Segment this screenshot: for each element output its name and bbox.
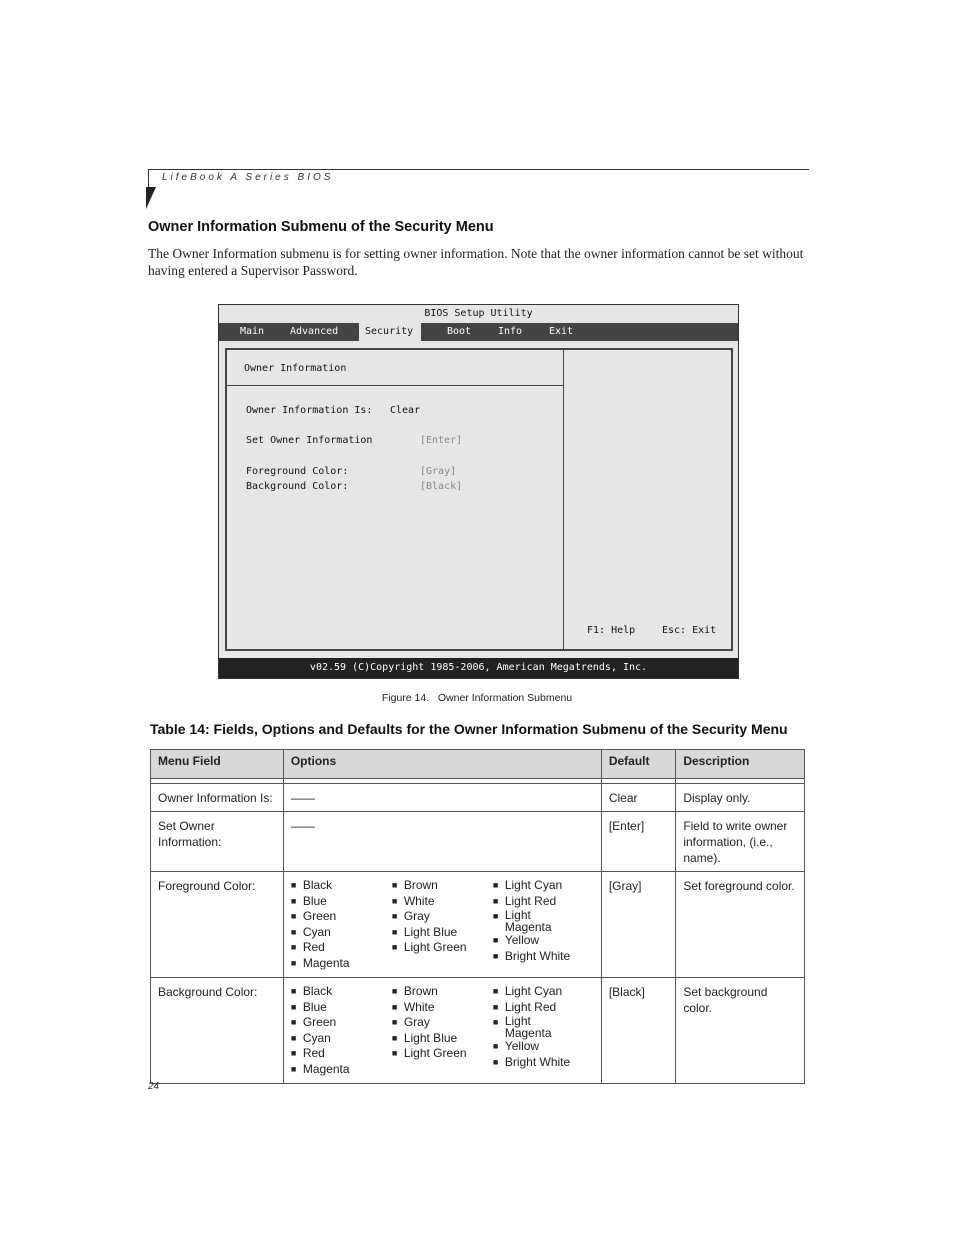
section-title: Owner Information Submenu of the Security Menu bbox=[148, 219, 494, 235]
bios-tab-advanced[interactable]: Advanced bbox=[290, 326, 339, 337]
bullet-icon: ■ bbox=[391, 895, 398, 906]
list-item: ■ Light Magenta bbox=[492, 1014, 552, 1040]
cell-options bbox=[283, 872, 601, 978]
cell-field: Owner Information Is: bbox=[151, 784, 284, 812]
cell-field: Set Owner Information: bbox=[151, 812, 284, 872]
bullet-icon: ■ bbox=[492, 950, 499, 961]
cell-field: Foreground Color: bbox=[151, 872, 284, 978]
options-column bbox=[291, 878, 392, 971]
cell-options bbox=[283, 978, 601, 1084]
list-item: ■ Light Blue bbox=[391, 1030, 458, 1045]
bullet-icon: ■ bbox=[290, 1063, 297, 1074]
bios-title-divider bbox=[227, 385, 563, 386]
list-item: ■ Blue bbox=[290, 999, 327, 1014]
color-options-list bbox=[291, 878, 594, 971]
list-item: ■ Brown bbox=[391, 984, 438, 998]
bullet-icon: ■ bbox=[290, 986, 297, 996]
table-header-row bbox=[151, 750, 805, 779]
list-item: ■ Yellow bbox=[492, 933, 540, 947]
bullet-icon: ■ bbox=[391, 1017, 398, 1027]
bullet-icon: ■ bbox=[290, 1032, 297, 1043]
bullet-icon: ■ bbox=[290, 1048, 297, 1058]
bullet-icon: ■ bbox=[492, 911, 499, 921]
cell-default: [Black] bbox=[601, 978, 675, 1084]
bullet-icon: ■ bbox=[290, 895, 297, 906]
list-item: ■ Red bbox=[290, 1046, 325, 1060]
bullet-icon: ■ bbox=[290, 1017, 297, 1027]
list-item: ■ Yellow bbox=[492, 1039, 540, 1053]
header-menu-field: Menu Field bbox=[151, 750, 284, 779]
options-column bbox=[493, 984, 594, 1077]
bios-owner-info-value: Clear bbox=[390, 405, 421, 416]
table-title: Table 14: Fields, Options and Defaults for the Owner Information Submenu of the Security Menu bbox=[150, 721, 788, 737]
bullet-icon: ■ bbox=[290, 957, 297, 968]
bullet-icon: ■ bbox=[290, 880, 297, 890]
list-item: ■ Magenta bbox=[290, 955, 350, 970]
options-column bbox=[291, 984, 392, 1077]
bullet-icon: ■ bbox=[492, 986, 499, 996]
bios-bg-color-label[interactable]: Background Color: bbox=[246, 481, 349, 492]
bullet-icon: ■ bbox=[290, 942, 297, 952]
color-options-list bbox=[291, 984, 594, 1077]
bios-title: BIOS Setup Utility bbox=[219, 305, 738, 323]
header-rule bbox=[148, 169, 809, 170]
list-item: ■ Blue bbox=[290, 893, 327, 908]
bios-tab-info[interactable]: Info bbox=[498, 326, 523, 337]
bullet-icon: ■ bbox=[391, 986, 398, 996]
bullet-icon: ■ bbox=[391, 911, 398, 921]
bios-tab-main[interactable]: Main bbox=[240, 326, 265, 337]
cell-options: —— bbox=[283, 812, 601, 872]
bullet-icon: ■ bbox=[492, 1001, 499, 1012]
bios-tab-boot[interactable]: Boot bbox=[447, 326, 472, 337]
bios-fg-color-label[interactable]: Foreground Color: bbox=[246, 466, 349, 477]
bullet-icon: ■ bbox=[492, 1041, 499, 1051]
header-description: Description bbox=[676, 750, 805, 779]
figure-caption: Figure 14. Owner Information Submenu bbox=[381, 692, 573, 704]
bios-panel-frame bbox=[225, 348, 733, 651]
header-vertical-rule bbox=[148, 169, 149, 189]
options-column bbox=[493, 878, 594, 971]
list-item: ■ Gray bbox=[391, 1015, 430, 1029]
bios-owner-info-label: Owner Information Is: bbox=[246, 405, 373, 416]
list-item: ■ White bbox=[391, 893, 435, 908]
bios-tab-exit[interactable]: Exit bbox=[549, 326, 574, 337]
list-item: ■ White bbox=[391, 999, 435, 1014]
list-item: ■ Cyan bbox=[290, 1030, 331, 1045]
bullet-icon: ■ bbox=[391, 926, 398, 937]
bios-panel-title: Owner Information bbox=[244, 363, 347, 374]
bullet-icon: ■ bbox=[492, 1017, 499, 1027]
bullet-icon: ■ bbox=[290, 926, 297, 937]
bullet-icon: ■ bbox=[290, 1001, 297, 1012]
table-row bbox=[151, 872, 805, 978]
intro-paragraph: The Owner Information submenu is for setting owner information. Note that the owner information cannot be set without having entered a Supervisor Password. bbox=[148, 246, 804, 278]
list-item: ■ Black bbox=[290, 878, 333, 892]
options-table bbox=[150, 749, 805, 1084]
list-item: ■ Light Green bbox=[391, 1046, 467, 1060]
table-row bbox=[151, 812, 805, 872]
cell-default: Clear bbox=[601, 784, 675, 812]
list-item: ■ Gray bbox=[391, 909, 430, 923]
list-item: ■ Black bbox=[290, 984, 333, 998]
list-item: ■ Light Blue bbox=[391, 924, 458, 939]
bios-menubar bbox=[219, 323, 738, 341]
bios-set-owner-label[interactable]: Set Owner Information bbox=[246, 435, 373, 446]
list-item: ■ Red bbox=[290, 940, 325, 954]
cell-description: Set foreground color. bbox=[676, 872, 805, 978]
header-default: Default bbox=[601, 750, 675, 779]
cell-field: Background Color: bbox=[151, 978, 284, 1084]
bullet-icon: ■ bbox=[290, 911, 297, 921]
options-column bbox=[392, 878, 493, 971]
cell-default: [Enter] bbox=[601, 812, 675, 872]
list-item: ■ Light Magenta bbox=[492, 908, 552, 934]
cell-description: Field to write owner information, (i.e., name). bbox=[676, 812, 805, 872]
options-column bbox=[392, 984, 493, 1077]
list-item: ■ Light Cyan bbox=[492, 878, 563, 892]
bullet-icon: ■ bbox=[391, 880, 398, 890]
cell-description: Set background color. bbox=[676, 978, 805, 1084]
cell-options: —— bbox=[283, 784, 601, 812]
list-item: ■ Bright White bbox=[492, 1054, 571, 1069]
header-triangle-mark bbox=[146, 187, 156, 209]
list-item: ■ Green bbox=[290, 909, 337, 923]
list-item: ■ Light Green bbox=[391, 940, 467, 954]
list-item: ■ Light Cyan bbox=[492, 984, 563, 998]
list-item: ■ Green bbox=[290, 1015, 337, 1029]
table-row bbox=[151, 784, 805, 812]
list-item: ■ Magenta bbox=[290, 1061, 350, 1076]
page-number: 24 bbox=[148, 1081, 160, 1092]
cell-description: Display only. bbox=[676, 784, 805, 812]
bios-fg-color-value[interactable]: [Gray] bbox=[420, 466, 457, 477]
bullet-icon: ■ bbox=[391, 942, 398, 952]
cell-default: [Gray] bbox=[601, 872, 675, 978]
list-item: ■ Light Red bbox=[492, 999, 557, 1014]
bullet-icon: ■ bbox=[391, 1032, 398, 1043]
list-item: ■ Brown bbox=[391, 878, 438, 892]
bullet-icon: ■ bbox=[391, 1048, 398, 1058]
header-options: Options bbox=[283, 750, 601, 779]
list-item: ■ Light Red bbox=[492, 893, 557, 908]
bios-bg-color-value[interactable]: [Black] bbox=[420, 481, 463, 492]
table-row bbox=[151, 978, 805, 1084]
bios-panel-divider bbox=[563, 350, 564, 649]
bullet-icon: ■ bbox=[492, 880, 499, 890]
bios-set-owner-value[interactable]: [Enter] bbox=[420, 435, 463, 446]
list-item: ■ Bright White bbox=[492, 948, 571, 963]
bios-exit-hint: Esc: Exit bbox=[662, 625, 717, 636]
bios-copyright-footer: v02.59 (C)Copyright 1985-2006, American Megatrends, Inc. bbox=[219, 658, 738, 678]
bullet-icon: ■ bbox=[492, 895, 499, 906]
bullet-icon: ■ bbox=[492, 935, 499, 945]
bios-help-hint: F1: Help bbox=[587, 625, 636, 636]
list-item: ■ Cyan bbox=[290, 924, 331, 939]
bios-screenshot bbox=[218, 304, 739, 679]
running-header: LifeBook A Series BIOS bbox=[162, 172, 334, 183]
bullet-icon: ■ bbox=[492, 1056, 499, 1067]
bios-tab-security[interactable]: Security bbox=[359, 323, 421, 341]
bullet-icon: ■ bbox=[391, 1001, 398, 1012]
